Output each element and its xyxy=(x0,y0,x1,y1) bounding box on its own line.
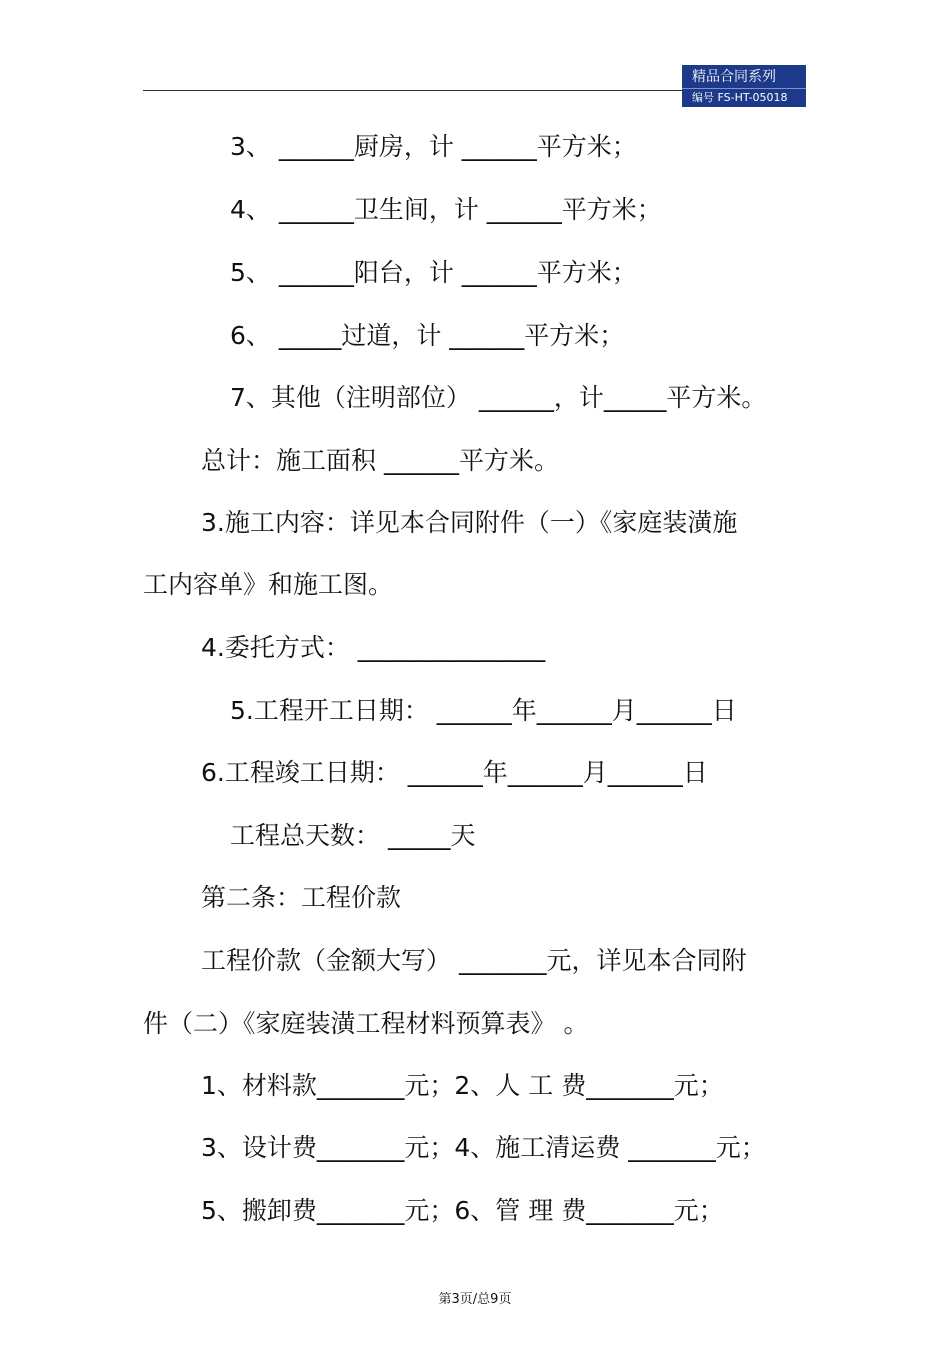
completion-date: 6.工程竣工日期： ______年______月______日 xyxy=(201,758,708,787)
document-code: 编号 FS-HT-05018 xyxy=(692,91,788,104)
item-other: 7、其他（注明部位） ______，计_____平方米。 xyxy=(230,383,767,412)
construction-content-line1: 3.施工内容：详见本合同附件（一）《家庭装潢施 xyxy=(201,508,738,537)
total-area: 总计：施工面积 ______平方米。 xyxy=(201,446,559,475)
item-corridor: 6、 _____过道，计 ______平方米； xyxy=(230,321,625,350)
project-price-line1: 工程价款（金额大写） _______元，详见本合同附 xyxy=(201,946,747,975)
fees-row-3: 5、搬卸费_______元；6、管 理 费_______元； xyxy=(201,1196,724,1225)
construction-content-line2: 工内容单》和施工图。 xyxy=(143,570,394,599)
article-two-heading: 第二条：工程价款 xyxy=(201,883,402,912)
total-days: 工程总天数： _____天 xyxy=(230,821,476,850)
item-balcony: 5、 ______阳台，计 ______平方米； xyxy=(230,258,637,287)
page-number: 第3页/总9页 xyxy=(438,1292,512,1307)
series-header-box xyxy=(682,65,806,107)
header-rule xyxy=(143,90,683,91)
fees-row-2: 3、设计费_______元；4、施工清运费 _______元； xyxy=(201,1133,766,1162)
item-kitchen: 3、 ______厨房，计 ______平方米； xyxy=(230,132,637,161)
start-date: 5.工程开工日期： ______年______月______日 xyxy=(230,696,737,725)
commission-method: 4.委托方式： _______________ xyxy=(201,633,546,662)
series-title: 精品合同系列 xyxy=(692,69,776,85)
project-price-line2: 件（二）《家庭装潢工程材料预算表》 。 xyxy=(143,1009,589,1038)
fees-row-1: 1、材料款_______元；2、人 工 费_______元； xyxy=(201,1071,724,1100)
item-bathroom: 4、 ______卫生间，计 ______平方米； xyxy=(230,195,662,224)
